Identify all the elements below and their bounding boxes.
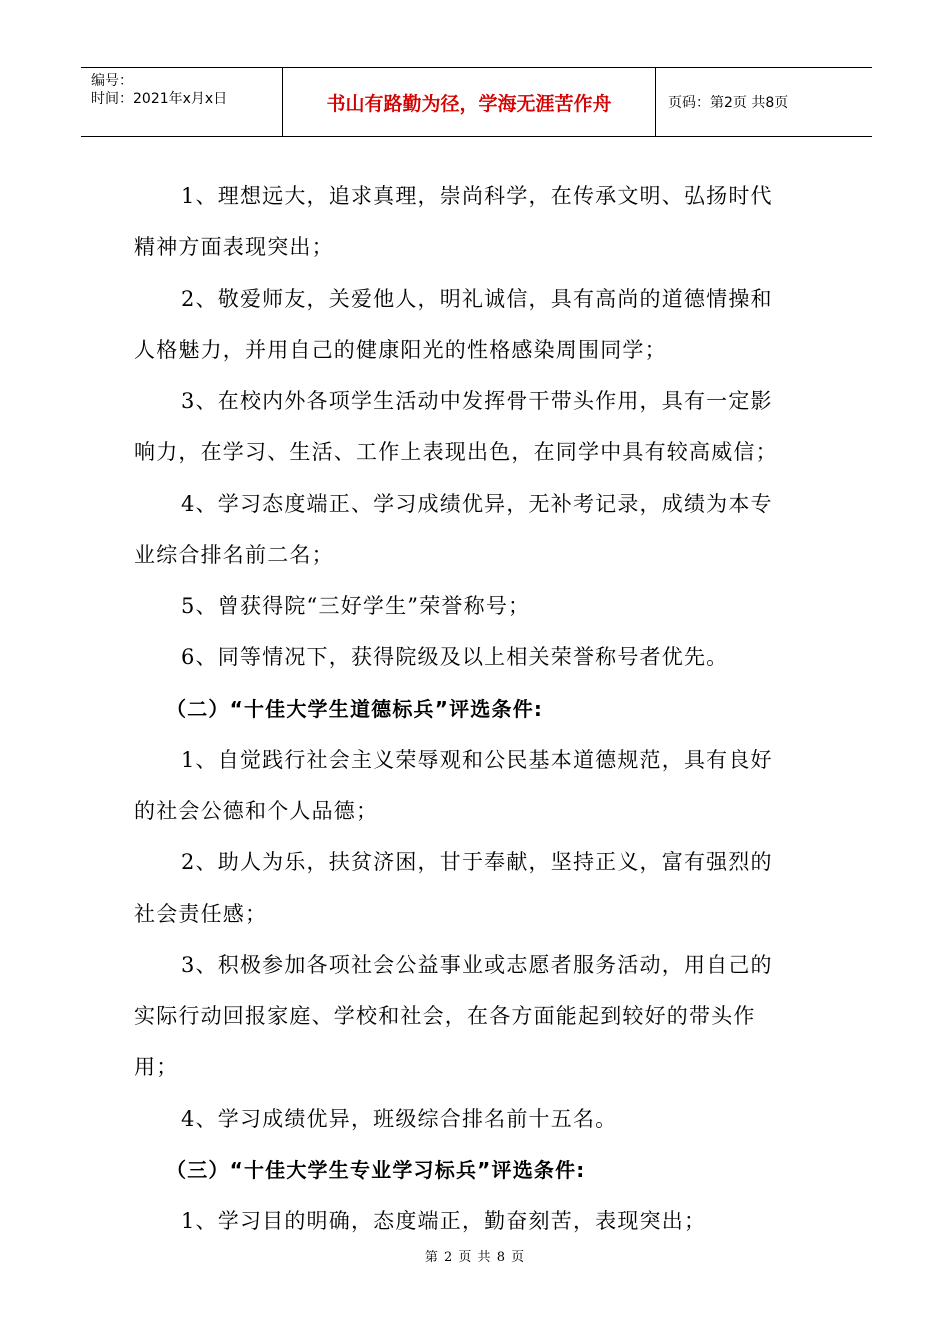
paragraph-line: 1、理想远大，追求真理，崇尚科学，在传承文明、弘扬时代 [181,184,773,208]
paragraph-line: 社会责任感； [134,902,268,926]
header-meta [81,68,283,136]
paragraph-line: 1、自觉践行社会主义荣辱观和公民基本道德规范，具有良好 [181,748,773,772]
paragraph-line: 5、曾获得院“三好学生”荣誉称号； [181,594,531,618]
paragraph-line: 响力，在学习、生活、工作上表现出色，在同学中具有较高威信； [134,440,778,464]
paragraph-line: 精神方面表现突出； [134,235,334,259]
paragraph-line: 用； [134,1055,179,1079]
section-heading: （三）“十佳大学生专业学习标兵”评选条件: [166,1158,586,1182]
paragraph-line: 实际行动回报家庭、学校和社会，在各方面能起到较好的带头作 [134,1004,756,1028]
paragraph-line: 2、敬爱师友，关爱他人，明礼诚信，具有高尚的道德情操和 [181,287,773,311]
paragraph-line: 3、积极参加各项社会公益事业或志愿者服务活动，用自己的 [181,953,773,977]
paragraph-line: 6、同等情况下，获得院级及以上相关荣誉称号者优先。 [181,645,729,669]
paragraph-line: 人格魅力，并用自己的健康阳光的性格感染周围同学； [134,338,667,362]
paragraph-line: 3、在校内外各项学生活动中发挥骨干带头作用，具有一定影 [181,389,773,413]
paragraph-line: 4、学习态度端正、学习成绩优异，无补考记录，成绩为本专 [181,492,773,516]
paragraph-line: 1、学习目的明确，态度端正，勤奋刻苦，表现突出； [181,1209,707,1233]
section-heading: （二）“十佳大学生道德标兵”评选条件: [166,697,544,721]
header-page-number: 页码：第2页 共8页 [668,95,789,111]
header-motto: 书山有路勤为径，学海无涯苦作舟 [283,68,656,136]
paragraph-line: 的社会公德和个人品德； [134,799,379,823]
document-date: 时间：2021年x月x日 [91,91,228,107]
paragraph-line: 2、助人为乐，扶贫济困，甘于奉献，坚持正义，富有强烈的 [181,850,773,874]
page-header [81,67,872,137]
page-footer: 第 2 页 共 8 页 [424,1250,526,1265]
paragraph-line: 4、学习成绩优异，班级综合排名前十五名。 [181,1107,618,1131]
paragraph-line: 业综合排名前二名； [134,543,334,567]
document-number-label: 编号： [91,73,133,89]
